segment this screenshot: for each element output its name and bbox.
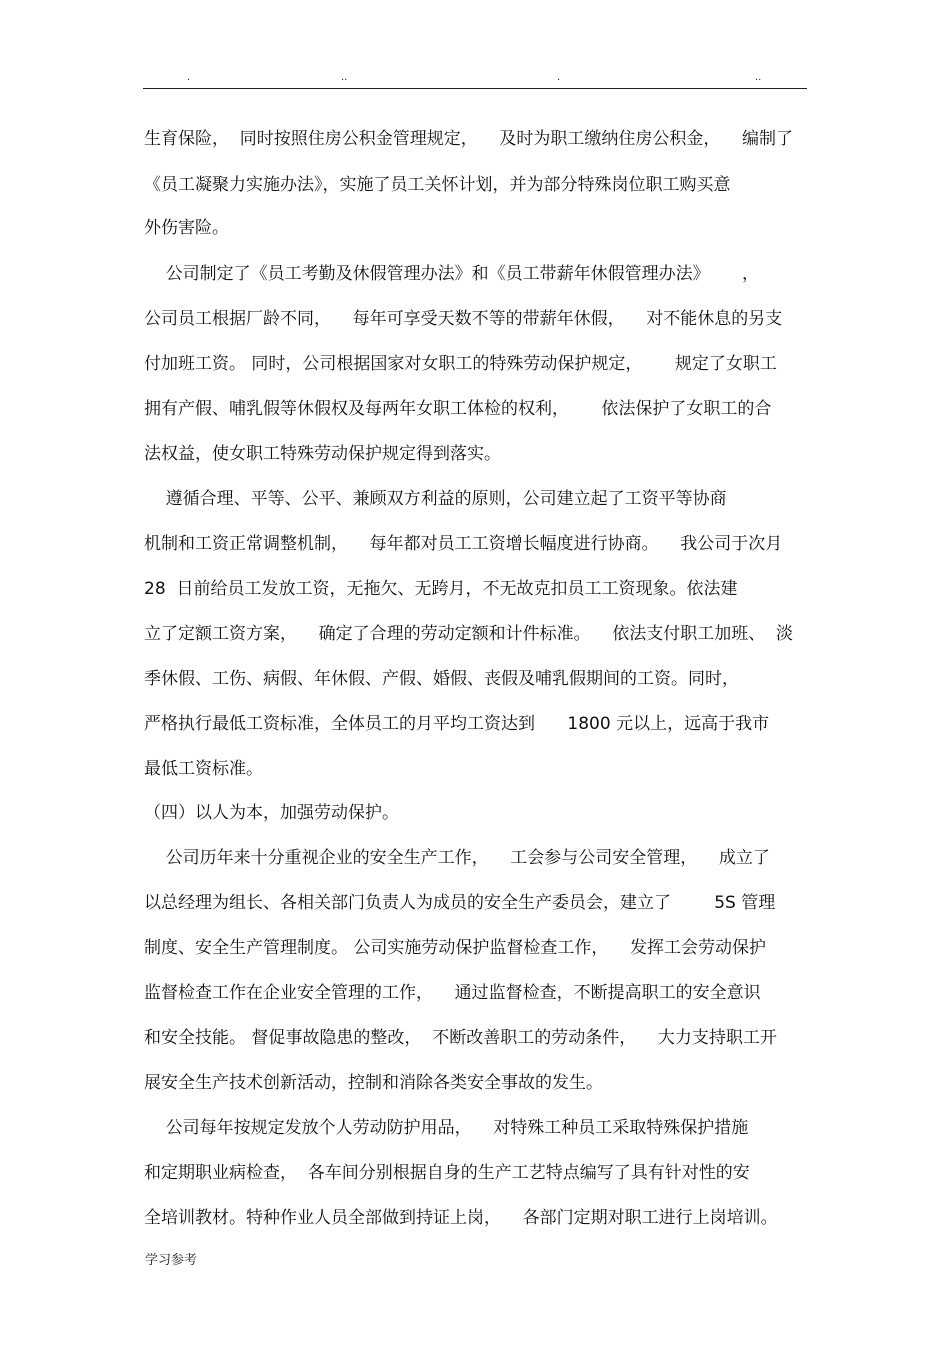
text-line: 拥有产假、哺乳假等休假权及每两年女职工体检的权利， 依法保护了女职工的合: [144, 399, 772, 419]
header-mark: ..: [341, 72, 348, 83]
text-line: 公司历年来十分重视企业的安全生产工作， 工会参与公司安全管理， 成立了: [144, 848, 770, 868]
text-line: 外伤害险。: [144, 218, 229, 238]
text-line: 最低工资标准。: [144, 759, 263, 779]
text-line: 以总经理为组长、各相关部门负责人为成员的安全生产委员会，建立了 5S 管理: [144, 893, 776, 913]
text-line: 28 日前给员工发放工资，无拖欠、无跨月，不无故克扣员工工资现象。依法建: [144, 579, 738, 599]
header-mark: ..: [755, 72, 762, 83]
text-line: 公司员工根据厂龄不同， 每年可享受天数不等的带薪年休假， 对不能休息的另支: [144, 309, 783, 329]
header-divider: [143, 88, 807, 89]
page-header: [143, 72, 807, 86]
text-line: 《员工凝聚力实施办法》，实施了员工关怀计划，并为部分特殊岗位职工购买意: [144, 175, 731, 195]
text-line: 季休假、工伤、病假、年休假、产假、婚假、丧假及哺乳假期间的工资。同时，: [144, 669, 739, 689]
text-line: 付加班工资。 同时，公司根据国家对女职工的特殊劳动保护规定， 规定了女职工: [144, 354, 777, 374]
header-mark: .: [557, 72, 561, 83]
text-line: 制度、安全生产管理制度。 公司实施劳动保护监督检查工作， 发挥工会劳动保护: [144, 938, 767, 958]
section-heading: （四）以人为本，加强劳动保护。: [144, 803, 399, 823]
page-footer-label: 学习参考: [145, 1253, 198, 1268]
text-line: 严格执行最低工资标准，全体员工的月平均工资达到 1800 元以上，远高于我市: [144, 714, 770, 734]
header-mark: .: [187, 72, 191, 83]
text-line: 全培训教材。特种作业人员全部做到持证上岗， 各部门定期对职工进行上岗培训。: [144, 1208, 778, 1228]
text-line: 和定期职业病检查， 各车间分别根据自身的生产工艺特点编写了具有针对性的安: [144, 1163, 750, 1183]
text-line: 和安全技能。 督促事故隐患的整改， 不断改善职工的劳动条件， 大力支持职工开: [144, 1028, 777, 1048]
text-line: 生育保险， 同时按照住房公积金管理规定， 及时为职工缴纳住房公积金， 编制了: [144, 129, 794, 149]
text-line: 公司每年按规定发放个人劳动防护用品， 对特殊工种员工采取特殊保护措施: [144, 1118, 749, 1138]
text-line: 公司制定了《员工考勤及休假管理办法》和《员工带薪年休假管理办法》 ，: [144, 264, 760, 284]
text-line: 法权益，使女职工特殊劳动保护规定得到落实。: [144, 444, 501, 464]
text-line: 展安全生产技术创新活动，控制和消除各类安全事故的发生。: [144, 1073, 603, 1093]
text-line: 立了定额工资方案， 确定了合理的劳动定额和计件标准。 依法支付职工加班、 淡: [144, 624, 794, 644]
text-line: 监督检查工作在企业安全管理的工作， 通过监督检查，不断提高职工的安全意识: [144, 983, 761, 1003]
text-line: 遵循合理、平等、公平、兼顾双方利益的原则，公司建立起了工资平等协商: [144, 489, 727, 509]
text-line: 机制和工资正常调整机制， 每年都对员工工资增长幅度进行协商。 我公司于次月: [144, 534, 783, 554]
